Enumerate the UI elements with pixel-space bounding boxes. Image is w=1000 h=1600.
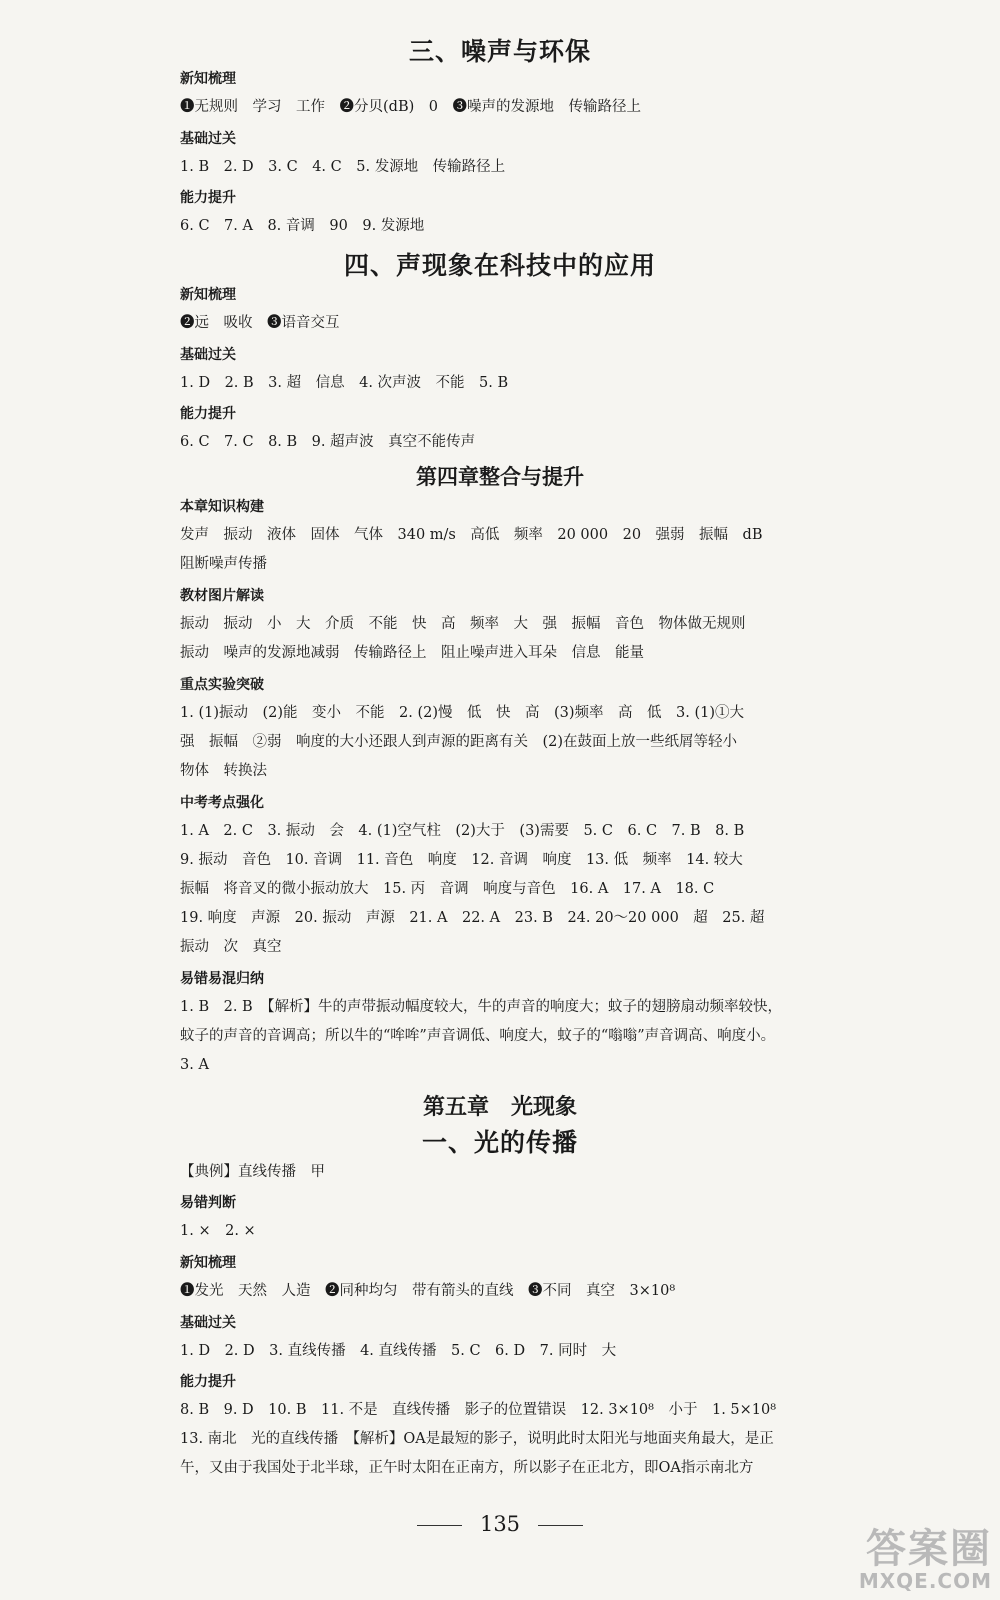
answer-line: 1. B 2. D 3. C 4. C 5. 发源地 传输路径上 xyxy=(180,159,506,175)
answer-line: 阻断噪声传播 xyxy=(180,556,267,572)
chapter5-title: 第五章 光现象 xyxy=(422,1094,577,1120)
answer-line: 振幅 将音叉的微小振动放大 15. 丙 音调 响度与音色 16. A 17. A 18. C xyxy=(180,881,715,897)
subheading-basic: 基础过关 xyxy=(180,347,236,363)
subheading-basic: 基础过关 xyxy=(180,131,236,147)
section-title-sound-tech: 四、声现象在科技中的应用 xyxy=(343,251,656,280)
chapter4-summary-title: 第四章整合与提升 xyxy=(416,464,584,489)
answer-line: 1. B 2. B 【解析】牛的声带振动幅度较大，牛的声音的响度大；蚊子的翅膀扇动频率较快， xyxy=(180,999,782,1015)
subheading-ability: 能力提升 xyxy=(180,190,236,206)
answer-line: 1. × 2. × xyxy=(180,1223,256,1239)
answer-line: 振动 振动 小 大 介质 不能 快 高 频率 大 强 振幅 音色 物体做无规则 xyxy=(180,616,746,632)
subheading-ability: 能力提升 xyxy=(180,1374,236,1390)
answer-line: 1. D 2. D 3. 直线传播 4. 直线传播 5. C 6. D 7. 同时 大 xyxy=(180,1343,617,1359)
answer-line: ❶无规则 学习 工作 ❷分贝(dB) 0 ❸噪声的发源地 传输路径上 xyxy=(180,99,641,115)
subheading-error-judgement: 易错判断 xyxy=(180,1195,236,1211)
watermark-text: 答案圈 xyxy=(866,1526,992,1572)
answer-line: 物体 转换法 xyxy=(180,763,267,779)
subheading-common-errors: 易错易混归纳 xyxy=(180,971,264,987)
answer-line: 午，又由于我国处于北半球，正午时太阳在正南方，所以影子在正北方，即OA指示南北方 xyxy=(180,1460,754,1476)
subheading-new-knowledge: 新知梳理 xyxy=(180,1255,236,1271)
page-number xyxy=(0,1512,1000,1536)
page-number-dash-left xyxy=(417,1525,462,1526)
answer-line: 6. C 7. A 8. 音调 90 9. 发源地 xyxy=(180,218,425,234)
subheading-picture-reading: 教材图片解读 xyxy=(180,588,264,604)
answer-line: 19. 响度 声源 20. 振动 声源 21. A 22. A 23. B 24. 20～20 000 超 25. 超 xyxy=(180,910,765,926)
answer-line: 发声 振动 液体 固体 气体 340 m/s 高低 频率 20 000 20 强弱 振幅 dB xyxy=(180,527,763,543)
answer-line: 蚊子的声音的音调高；所以牛的“哞哞”声音调低、响度大，蚊子的“嗡嗡”声音调高、响度小。 xyxy=(180,1028,776,1044)
answer-line: 9. 振动 音色 10. 音调 11. 音色 响度 12. 音调 响度 13. 低 频率 14. 较大 xyxy=(180,852,743,868)
watermark-logo xyxy=(859,1528,992,1592)
answer-line: 8. B 9. D 10. B 11. 不是 直线传播 影子的位置错误 12. 3×10⁸ 小于 1. 5×10⁸ xyxy=(180,1402,777,1418)
subheading-basic: 基础过关 xyxy=(180,1315,236,1331)
subheading-ability: 能力提升 xyxy=(180,406,236,422)
subheading-exam-points: 中考考点强化 xyxy=(180,795,264,811)
watermark-url: MXQE.COM xyxy=(858,1569,992,1593)
subheading-experiments: 重点实验突破 xyxy=(180,677,264,693)
answer-line: 13. 南北 光的直线传播 【解析】OA是最短的影子，说明此时太阳光与地面夹角最大，是正 xyxy=(180,1431,774,1447)
page-number-dash-right xyxy=(538,1525,583,1526)
subheading-new-knowledge: 新知梳理 xyxy=(180,287,236,303)
page-number-value: 135 xyxy=(479,1512,521,1536)
subheading-new-knowledge: 新知梳理 xyxy=(180,71,236,87)
subheading-knowledge-structure: 本章知识构建 xyxy=(180,499,264,515)
example-line: 【典例】直线传播 甲 xyxy=(180,1164,325,1180)
answer-line: 3. A xyxy=(180,1057,209,1073)
answer-line: 振动 次 真空 xyxy=(180,939,282,955)
answer-line: ❶发光 天然 人造 ❷同种均匀 带有箭头的直线 ❸不同 真空 3×10⁸ xyxy=(180,1283,676,1299)
answer-line: 6. C 7. C 8. B 9. 超声波 真空不能传声 xyxy=(180,434,476,450)
answer-line: 振动 噪声的发源地减弱 传输路径上 阻止噪声进入耳朵 信息 能量 xyxy=(180,645,644,661)
section-title-light-propagation: 一、光的传播 xyxy=(421,1128,578,1157)
answer-line: 1. (1)振动 (2)能 变小 不能 2. (2)慢 低 快 高 (3)频率 高 低 3. (1)①大 xyxy=(180,705,745,721)
answer-line: 1. D 2. B 3. 超 信息 4. 次声波 不能 5. B xyxy=(180,375,509,391)
answer-line: 强 振幅 ②弱 响度的大小还跟人到声源的距离有关 (2)在鼓面上放一些纸屑等轻小 xyxy=(180,734,738,750)
answer-line: 1. A 2. C 3. 振动 会 4. (1)空气柱 (2)大于 (3)需要 5. C 6. C 7. B 8. B xyxy=(180,823,745,839)
answer-line: ❷远 吸收 ❸语音交互 xyxy=(180,315,340,331)
section-title-noise: 三、噪声与环保 xyxy=(408,37,591,66)
